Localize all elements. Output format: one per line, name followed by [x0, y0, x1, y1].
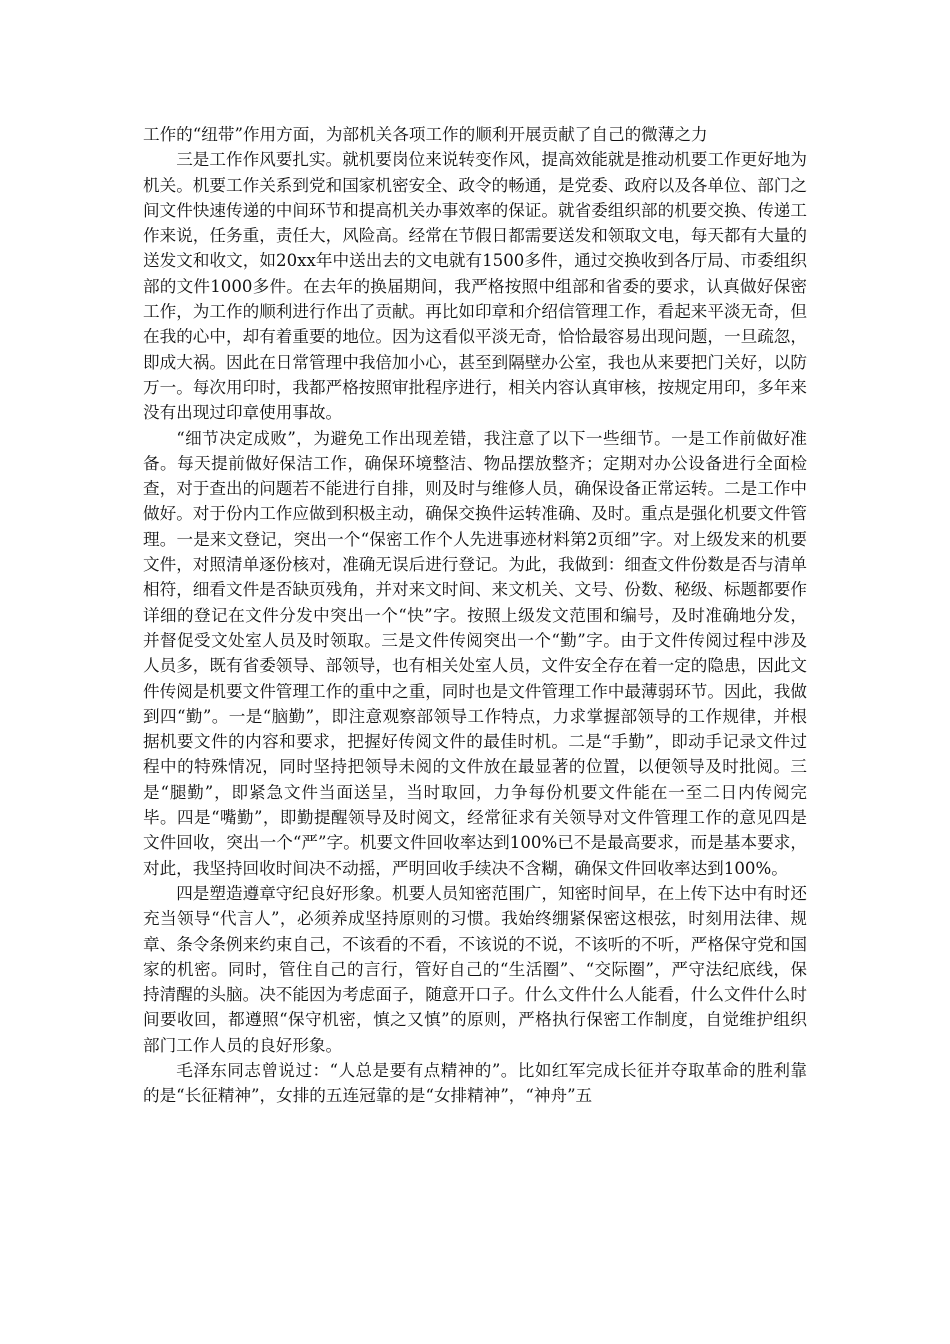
paragraph-3: “细节决定成败”，为避免工作出现差错，我注意了以下一些细节。一是工作前做好准备。每天提前做好保洁工作，确保环境整洁、物品摆放整齐；定期对办公设备进行全面检查，对于查出的问题若不能进行自排，则及时与维修人员，确保设备正常运转。二是工作中做好。对于份内工作应做到积极主动，确保交换件运转准确、及时。重点是强化机要文件管理。一是来文登记，突出一个“保密工作个人先进事迹材料第2页细”字。对上级发来的机要文件，对照清单逐份核对，准确无误后进行登记。为此，我做到：细查文件份数是否与清单相符，细看文件是否缺页残角，并对来文时间、来文机关、文号、份数、秘级、标题都要作详细的登记在文件分发中突出一个“快”字。按照上级发文范围和编号，及时准确地分发，并督促受文处室人员及时领取。三是文件传阅突出一个“勤”字。由于文件传阅过程中涉及人员多，既有省委领导、部领导，也有相关处室人员，文件安全存在着一定的隐患，因此文件传阅是机要文件管理工作的重中之重，同时也是文件管理工作中最薄弱环节。因此，我做到四“勤”。一是“脑勤”，即注意观察部领导工作特点，力求掌握部领导的工作规律，并根据机要文件的内容和要求，把握好传阅文件的最佳时机。二是“手勤”，即动手记录文件过程中的特殊情况，同时坚持把领导未阅的文件放在最显著的位置，以便领导及时批阅。三是“腿勤”，即紧急文件当面送呈，当时取回，力争每份机要文件能在一至二日内传阅完毕。四是“嘴勤”，即勤提醒领导及时阅文，经常征求有关领导对文件管理工作的意见四是文件回收，突出一个“严”字。机要文件回收率达到100%已不是最高要求，而是基本要求，对此，我坚持回收时间决不动摇，严明回收手续决不含糊，确保文件回收率达到100%。 [143, 428, 807, 878]
paragraph-1: 工作的“纽带”作用方面，为部机关各项工作的顺利开展贡献了自己的微薄之力 [143, 125, 708, 144]
paragraph-5: 毛泽东同志曾说过：“人总是要有点精神的”。比如红军完成长征并夺取革命的胜利靠的是“长征精神”，女排的五连冠靠的是“女排精神”，“神舟”五 [143, 1060, 807, 1106]
paragraph-4: 四是塑造遵章守纪良好形象。机要人员知密范围广，知密时间早，在上传下达中有时还充当领导“代言人”，必须养成坚持原则的习惯。我始终绷紧保密这根弦，时刻用法律、规章、条令条例来约束自己，不该看的不看，不该说的不说，不该听的不听，严格保守党和国家的机密。同时，管住自己的言行，管好自己的“生活圈”、“交际圈”，严守法纪底线，保持清醒的头脑。决不能因为考虑面子，随意开口子。什么文件什么人能看，什么文件什么时间要收回，都遵照“保守机密，慎之又慎”的原则，严格执行保密工作制度，自觉维护组织部门工作人员的良好形象。 [143, 883, 807, 1055]
document-page [143, 122, 807, 1109]
paragraph-2: 三是工作作风要扎实。就机要岗位来说转变作风，提高效能就是推动机要工作更好地为机关。机要工作关系到党和国家机密安全、政令的畅通，是党委、政府以及各单位、部门之间文件快速传递的中间环节和提高机关办事效率的保证。就省委组织部的机要交换、传递工作来说，任务重，责任大，风险高。经常在节假日都需要送发和领取文电，每天都有大量的送发文和收文，如20xx年中送出去的文电就有1500多件，通过交换收到各厅局、市委组织部的文件1000多件。在去年的换届期间，我严格按照中组部和省委的要求，认真做好保密工作，为工作的顺利进行作出了贡献。再比如印章和介绍信管理工作，看起来平淡无奇，但在我的心中，却有着重要的地位。因为这看似平淡无奇，恰恰最容易出现问题，一旦疏忽，即成大祸。因此在日常管理中我倍加小心，甚至到隔壁办公室，我也从来要把门关好，以防万一。每次用印时，我都严格按照审批程序进行，相关内容认真审核，按规定用印，多年来没有出现过印章使用事故。 [143, 150, 807, 423]
